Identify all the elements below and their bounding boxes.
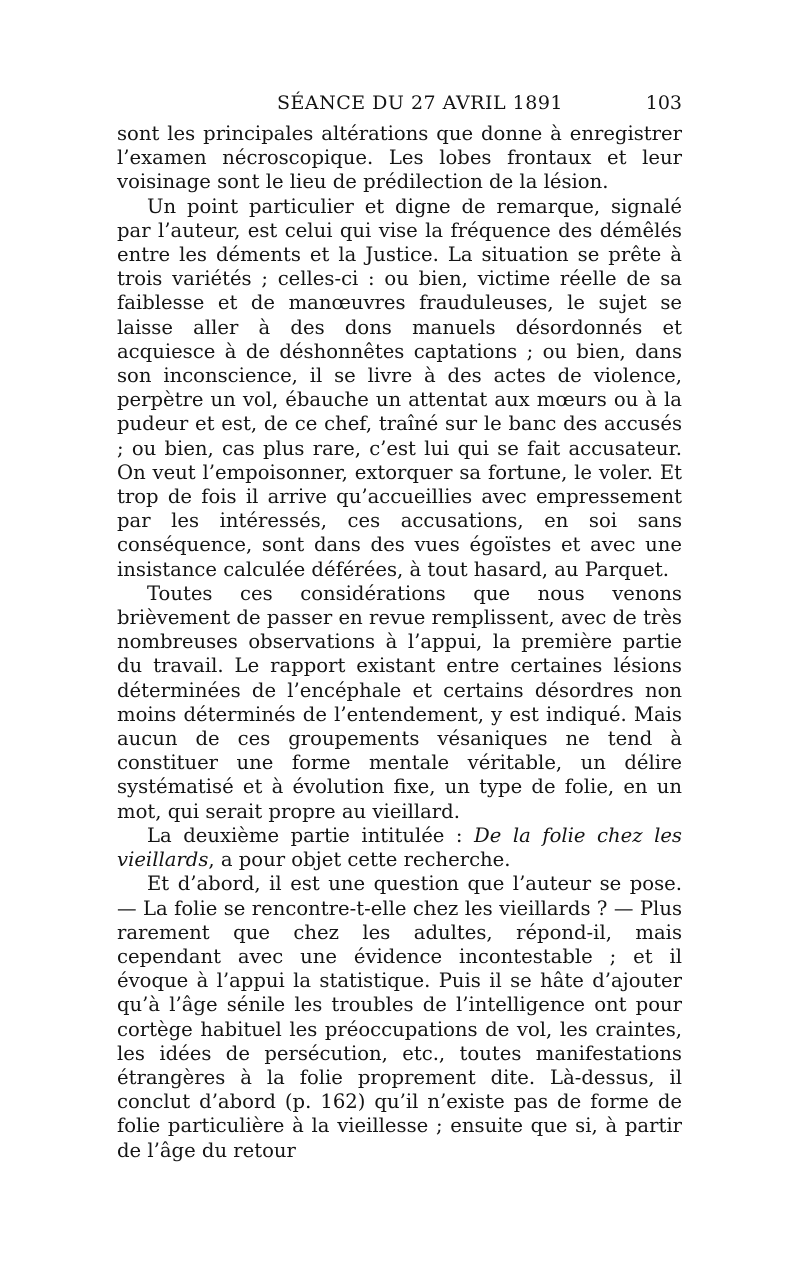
running-head: [117, 92, 682, 122]
paragraph-4-before: La deuxième partie intitulée :: [147, 823, 475, 847]
paragraph-1: sont les principales altérations que donne à enregistrer l’examen nécroscopique. Les lobes frontaux et leur voisinage sont le lieu de prédilection de la lésion.: [117, 122, 682, 194]
paragraph-4: [117, 824, 682, 872]
paragraph-4-after: , a pour objet cette recherche.: [208, 848, 511, 872]
paragraph-4-italic-title: De la folie chez les vieillards: [117, 823, 682, 872]
paragraph-3: Toutes ces considérations que nous venons brièvement de passer en revue remplissent, avec de très nombreuses observations à l’appui, la première partie du travail. Le rapport existant entre certaines lésions déterminées de l’encéphale et certains désordres non moins déterminés de l’entendement, y est indiqué. Mais aucun de ces groupements vésaniques ne tend à constituer une forme mentale véritable, un délire systématisé et à évolution fixe, un type de folie, en un mot, qui serait propre au vieillard.: [117, 581, 682, 823]
paragraph-5: Et d’abord, il est une question que l’auteur se pose. — La folie se rencontre-t-elle chez les vieillards ? — Plus rarement que chez les adultes, répond-il, mais cependant avec une évidence incontestable ; et il évoque à l’appui la statistique. Puis il se hâte d’ajouter qu’à l’âge sénile les troubles de l’intelligence ont pour cortège habituel les préoccupations de vol, les craintes, les idées de persécution, etc., toutes manifestations étrangères à la folie proprement dite. Là-dessus, il conclut d’abord (p. 162) qu’il n’existe pas de forme de folie particulière à la vieillesse ; ensuite que si, à partir de l’âge du retour: [117, 872, 682, 1162]
running-title: SÉANCE DU 27 AVRIL 1891: [277, 92, 563, 114]
book-page: [117, 92, 682, 1163]
page-number: 103: [645, 92, 682, 114]
body-text: [117, 122, 682, 1163]
paragraph-2: Un point particulier et digne de remarque, signalé par l’auteur, est celui qui vise la fréquence des démêlés entre les déments et la Justice. La situation se prête à trois variétés ; celles-ci : ou bien, victime réelle de sa faiblesse et de manœuvres frauduleuses, le sujet se laisse aller à des dons manuels désordonnés et acquiesce à de déshonnêtes captations ; ou bien, dans son inconscience, il se livre à des actes de violence, perpètre un vol, ébauche un attentat aux mœurs ou à la pudeur et est, de ce chef, traîné sur le banc des accusés ; ou bien, cas plus rare, c’est lui qui se fait accusateur. On veut l’empoisonner, extorquer sa fortune, le voler. Et trop de fois il arrive qu’accueillies avec empressement par les intéressés, ces accusations, en soi sans conséquence, sont dans des vues égoïstes et avec une insistance calculée déférées, à tout hasard, au Parquet.: [117, 194, 682, 581]
